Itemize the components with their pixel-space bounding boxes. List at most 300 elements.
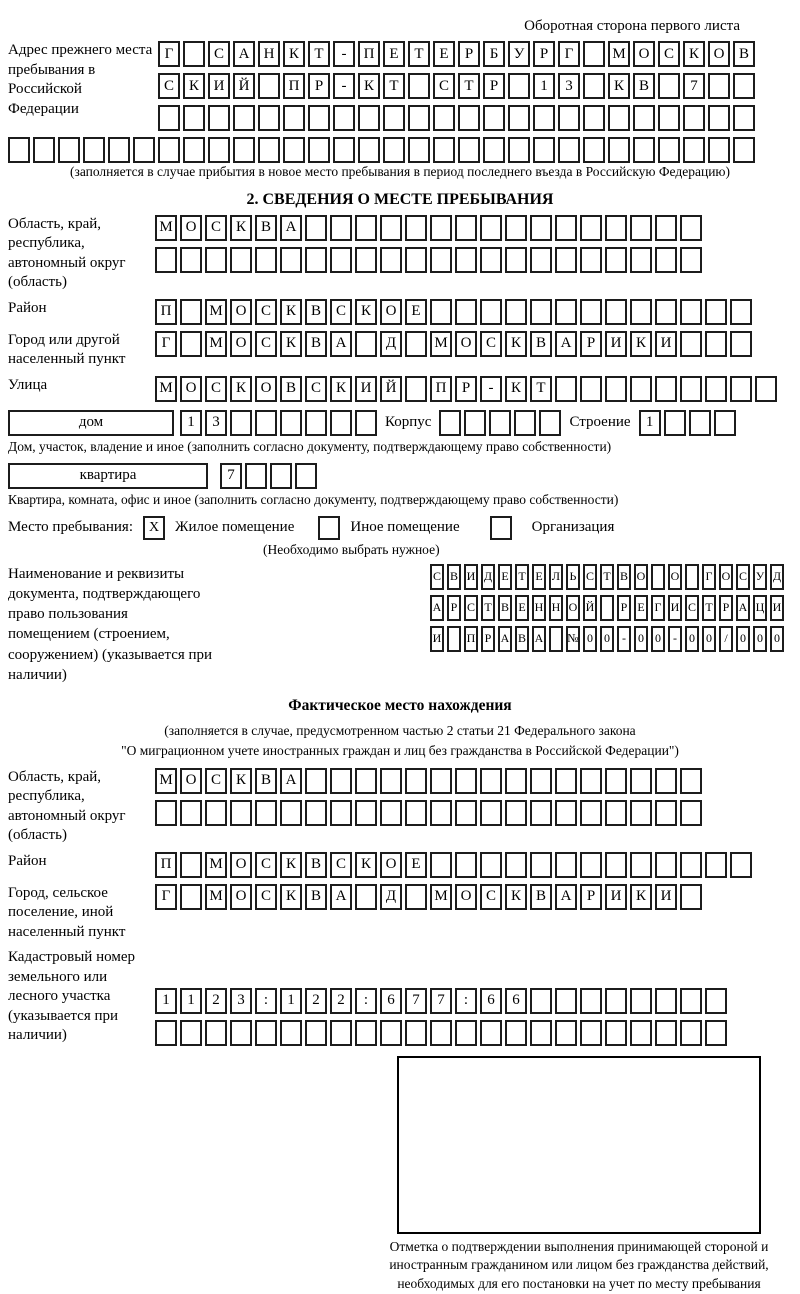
char-box[interactable]: Р — [447, 595, 461, 621]
char-box[interactable]: 2 — [305, 988, 327, 1014]
char-box[interactable]: В — [498, 595, 512, 621]
char-box[interactable]: Т — [308, 41, 330, 67]
char-box[interactable]: С — [480, 884, 502, 910]
char-box[interactable]: Т — [702, 595, 716, 621]
char-box[interactable] — [355, 215, 377, 241]
char-box[interactable]: П — [430, 376, 452, 402]
char-box[interactable]: В — [305, 331, 327, 357]
char-box[interactable] — [583, 137, 605, 163]
char-box[interactable] — [180, 331, 202, 357]
char-box[interactable]: Р — [481, 626, 495, 652]
char-box[interactable]: - — [480, 376, 502, 402]
char-box[interactable] — [295, 463, 317, 489]
char-box[interactable] — [630, 215, 652, 241]
char-box[interactable] — [455, 215, 477, 241]
char-box[interactable]: О — [668, 564, 682, 590]
char-box[interactable] — [33, 137, 55, 163]
char-box[interactable] — [255, 410, 277, 436]
street-row[interactable] — [155, 376, 777, 402]
doc-row-3[interactable] — [430, 626, 784, 652]
char-box[interactable] — [680, 299, 702, 325]
char-box[interactable]: В — [305, 884, 327, 910]
char-box[interactable]: М — [205, 884, 227, 910]
char-box[interactable]: И — [668, 595, 682, 621]
char-box[interactable]: Г — [155, 884, 177, 910]
char-box[interactable]: И — [605, 884, 627, 910]
char-box[interactable]: Р — [308, 73, 330, 99]
char-box[interactable]: С — [430, 564, 444, 590]
char-box[interactable] — [158, 105, 180, 131]
char-box[interactable] — [483, 105, 505, 131]
char-box[interactable] — [330, 410, 352, 436]
char-box[interactable] — [155, 800, 177, 826]
char-box[interactable]: 0 — [702, 626, 716, 652]
char-box[interactable] — [480, 768, 502, 794]
char-box[interactable] — [180, 800, 202, 826]
char-box[interactable]: Ц — [753, 595, 767, 621]
char-box[interactable] — [430, 1020, 452, 1046]
char-box[interactable]: 3 — [230, 988, 252, 1014]
char-box[interactable]: О — [230, 884, 252, 910]
char-box[interactable]: Р — [533, 41, 555, 67]
char-box[interactable]: О — [455, 331, 477, 357]
char-box[interactable]: 7 — [430, 988, 452, 1014]
char-box[interactable] — [280, 800, 302, 826]
char-box[interactable] — [355, 410, 377, 436]
char-box[interactable] — [605, 768, 627, 794]
char-box[interactable]: С — [255, 331, 277, 357]
char-box[interactable]: 1 — [533, 73, 555, 99]
char-box[interactable]: К — [230, 215, 252, 241]
char-box[interactable]: М — [155, 376, 177, 402]
char-box[interactable] — [383, 137, 405, 163]
char-box[interactable] — [205, 247, 227, 273]
char-box[interactable] — [655, 1020, 677, 1046]
char-box[interactable] — [705, 299, 727, 325]
char-box[interactable] — [580, 1020, 602, 1046]
char-box[interactable] — [508, 73, 530, 99]
checkbox-organization[interactable] — [490, 516, 512, 540]
char-box[interactable] — [455, 800, 477, 826]
char-box[interactable] — [705, 1020, 727, 1046]
char-box[interactable]: О — [180, 376, 202, 402]
char-box[interactable] — [630, 299, 652, 325]
char-box[interactable]: С — [736, 564, 750, 590]
char-box[interactable] — [283, 137, 305, 163]
char-box[interactable] — [555, 376, 577, 402]
char-box[interactable] — [580, 299, 602, 325]
char-box[interactable]: Т — [408, 41, 430, 67]
char-box[interactable]: В — [617, 564, 631, 590]
char-box[interactable]: 7 — [405, 988, 427, 1014]
cadastre-row-1[interactable] — [155, 988, 727, 1014]
char-box[interactable]: Н — [532, 595, 546, 621]
char-box[interactable] — [605, 299, 627, 325]
char-box[interactable] — [480, 800, 502, 826]
actual-city-row[interactable] — [155, 884, 702, 943]
district-row[interactable] — [155, 299, 752, 325]
char-box[interactable] — [380, 768, 402, 794]
char-box[interactable]: О — [380, 299, 402, 325]
char-box[interactable]: О — [255, 376, 277, 402]
char-box[interactable]: - — [333, 41, 355, 67]
char-box[interactable]: 1 — [180, 410, 202, 436]
char-box[interactable] — [555, 1020, 577, 1046]
char-box[interactable]: К — [230, 376, 252, 402]
char-box[interactable]: Т — [515, 564, 529, 590]
char-box[interactable] — [655, 299, 677, 325]
char-box[interactable] — [380, 247, 402, 273]
char-box[interactable] — [405, 331, 427, 357]
char-box[interactable] — [480, 299, 502, 325]
char-box[interactable] — [633, 105, 655, 131]
char-box[interactable]: Р — [580, 884, 602, 910]
char-box[interactable]: К — [280, 299, 302, 325]
char-box[interactable]: 6 — [480, 988, 502, 1014]
char-box[interactable] — [155, 1020, 177, 1046]
char-box[interactable] — [355, 1020, 377, 1046]
char-box[interactable]: М — [430, 884, 452, 910]
char-box[interactable] — [430, 852, 452, 878]
char-box[interactable]: Е — [383, 41, 405, 67]
char-box[interactable]: 0 — [600, 626, 614, 652]
char-box[interactable]: 7 — [220, 463, 242, 489]
char-box[interactable] — [447, 626, 461, 652]
char-box[interactable]: М — [205, 299, 227, 325]
char-box[interactable] — [733, 105, 755, 131]
char-box[interactable]: Р — [719, 595, 733, 621]
char-box[interactable] — [505, 299, 527, 325]
char-box[interactable]: Е — [498, 564, 512, 590]
char-box[interactable]: В — [305, 852, 327, 878]
char-box[interactable] — [680, 988, 702, 1014]
char-box[interactable] — [480, 1020, 502, 1046]
char-box[interactable] — [655, 800, 677, 826]
char-box[interactable]: Д — [380, 331, 402, 357]
char-box[interactable] — [455, 247, 477, 273]
char-box[interactable] — [705, 376, 727, 402]
char-box[interactable] — [305, 215, 327, 241]
char-box[interactable]: О — [455, 884, 477, 910]
char-box[interactable]: К — [505, 331, 527, 357]
char-box[interactable] — [680, 768, 702, 794]
char-box[interactable]: С — [330, 852, 352, 878]
char-box[interactable]: Р — [617, 595, 631, 621]
char-box[interactable] — [280, 410, 302, 436]
char-box[interactable]: 6 — [380, 988, 402, 1014]
char-box[interactable]: С — [205, 215, 227, 241]
char-box[interactable] — [464, 410, 486, 436]
char-box[interactable] — [233, 137, 255, 163]
char-box[interactable] — [630, 247, 652, 273]
char-box[interactable] — [655, 215, 677, 241]
char-box[interactable] — [755, 376, 777, 402]
char-box[interactable] — [405, 768, 427, 794]
char-box[interactable] — [664, 410, 686, 436]
char-box[interactable] — [355, 884, 377, 910]
char-box[interactable] — [355, 768, 377, 794]
char-box[interactable]: К — [630, 884, 652, 910]
char-box[interactable] — [530, 1020, 552, 1046]
char-box[interactable] — [580, 247, 602, 273]
char-box[interactable] — [430, 215, 452, 241]
char-box[interactable]: К — [683, 41, 705, 67]
char-box[interactable]: Р — [580, 331, 602, 357]
char-box[interactable] — [600, 595, 614, 621]
char-box[interactable]: К — [358, 73, 380, 99]
char-box[interactable] — [180, 884, 202, 910]
char-box[interactable]: С — [255, 884, 277, 910]
char-box[interactable] — [380, 215, 402, 241]
char-box[interactable] — [630, 800, 652, 826]
char-box[interactable] — [233, 105, 255, 131]
char-box[interactable] — [630, 768, 652, 794]
char-box[interactable]: А — [555, 884, 577, 910]
char-box[interactable] — [580, 852, 602, 878]
char-box[interactable]: В — [280, 376, 302, 402]
char-box[interactable] — [555, 247, 577, 273]
char-box[interactable]: 1 — [155, 988, 177, 1014]
char-box[interactable] — [683, 137, 705, 163]
char-box[interactable] — [714, 410, 736, 436]
char-box[interactable]: С — [255, 852, 277, 878]
char-box[interactable]: К — [230, 768, 252, 794]
char-box[interactable]: А — [555, 331, 577, 357]
checkbox-dwelling[interactable]: X — [143, 516, 165, 540]
char-box[interactable]: А — [330, 331, 352, 357]
char-box[interactable] — [530, 299, 552, 325]
char-box[interactable]: И — [655, 884, 677, 910]
char-box[interactable]: К — [280, 331, 302, 357]
char-box[interactable] — [580, 800, 602, 826]
char-box[interactable] — [258, 137, 280, 163]
char-box[interactable] — [580, 215, 602, 241]
char-box[interactable] — [505, 247, 527, 273]
char-box[interactable] — [580, 768, 602, 794]
char-box[interactable] — [605, 247, 627, 273]
char-box[interactable] — [733, 137, 755, 163]
actual-region-row-2[interactable] — [155, 800, 702, 826]
char-box[interactable] — [358, 137, 380, 163]
char-box[interactable] — [458, 105, 480, 131]
char-box[interactable] — [380, 800, 402, 826]
prev-address-row-1[interactable] — [158, 41, 755, 67]
char-box[interactable]: Е — [532, 564, 546, 590]
char-box[interactable] — [308, 105, 330, 131]
char-box[interactable] — [305, 247, 327, 273]
char-box[interactable] — [383, 105, 405, 131]
char-box[interactable] — [680, 376, 702, 402]
house-number-row[interactable] — [180, 410, 377, 436]
char-box[interactable] — [439, 410, 461, 436]
char-box[interactable] — [333, 105, 355, 131]
char-box[interactable] — [505, 1020, 527, 1046]
char-box[interactable] — [708, 73, 730, 99]
char-box[interactable]: П — [155, 852, 177, 878]
char-box[interactable] — [205, 1020, 227, 1046]
char-box[interactable]: И — [464, 564, 478, 590]
char-box[interactable] — [280, 1020, 302, 1046]
char-box[interactable] — [208, 137, 230, 163]
char-box[interactable] — [255, 1020, 277, 1046]
char-box[interactable]: О — [719, 564, 733, 590]
char-box[interactable] — [430, 768, 452, 794]
char-box[interactable]: Р — [455, 376, 477, 402]
char-box[interactable] — [333, 137, 355, 163]
char-box[interactable]: К — [280, 852, 302, 878]
apartment-number-row[interactable] — [220, 463, 317, 489]
char-box[interactable] — [708, 137, 730, 163]
char-box[interactable] — [651, 564, 665, 590]
char-box[interactable]: К — [630, 331, 652, 357]
char-box[interactable] — [480, 247, 502, 273]
char-box[interactable]: К — [330, 376, 352, 402]
char-box[interactable]: Й — [583, 595, 597, 621]
char-box[interactable]: И — [770, 595, 784, 621]
char-box[interactable]: У — [753, 564, 767, 590]
char-box[interactable]: Е — [515, 595, 529, 621]
char-box[interactable]: Ь — [566, 564, 580, 590]
char-box[interactable]: Й — [233, 73, 255, 99]
char-box[interactable]: 3 — [205, 410, 227, 436]
char-box[interactable] — [355, 247, 377, 273]
char-box[interactable] — [558, 105, 580, 131]
char-box[interactable] — [155, 247, 177, 273]
char-box[interactable]: Е — [405, 852, 427, 878]
char-box[interactable] — [258, 105, 280, 131]
char-box[interactable]: С — [583, 564, 597, 590]
char-box[interactable]: М — [205, 852, 227, 878]
char-box[interactable] — [430, 247, 452, 273]
char-box[interactable]: П — [358, 41, 380, 67]
char-box[interactable]: А — [330, 884, 352, 910]
char-box[interactable] — [230, 410, 252, 436]
char-box[interactable]: А — [532, 626, 546, 652]
char-box[interactable]: В — [733, 41, 755, 67]
prev-address-row-4[interactable] — [8, 137, 792, 163]
char-box[interactable]: С — [305, 376, 327, 402]
char-box[interactable] — [355, 331, 377, 357]
char-box[interactable]: М — [608, 41, 630, 67]
char-box[interactable]: М — [205, 331, 227, 357]
char-box[interactable]: Г — [558, 41, 580, 67]
char-box[interactable]: И — [605, 331, 627, 357]
char-box[interactable] — [255, 800, 277, 826]
char-box[interactable]: К — [505, 376, 527, 402]
char-box[interactable]: О — [180, 215, 202, 241]
char-box[interactable] — [608, 105, 630, 131]
char-box[interactable] — [455, 852, 477, 878]
char-box[interactable]: И — [355, 376, 377, 402]
char-box[interactable] — [183, 41, 205, 67]
char-box[interactable]: - — [333, 73, 355, 99]
char-box[interactable] — [133, 137, 155, 163]
char-box[interactable] — [489, 410, 511, 436]
char-box[interactable]: Й — [380, 376, 402, 402]
char-box[interactable] — [605, 800, 627, 826]
char-box[interactable] — [555, 852, 577, 878]
char-box[interactable] — [305, 1020, 327, 1046]
char-box[interactable] — [330, 215, 352, 241]
char-box[interactable]: Р — [458, 41, 480, 67]
char-box[interactable]: 0 — [651, 626, 665, 652]
char-box[interactable] — [208, 105, 230, 131]
char-box[interactable] — [305, 768, 327, 794]
char-box[interactable] — [305, 410, 327, 436]
char-box[interactable] — [505, 800, 527, 826]
char-box[interactable] — [680, 884, 702, 910]
char-box[interactable] — [183, 137, 205, 163]
char-box[interactable] — [405, 800, 427, 826]
char-box[interactable]: - — [668, 626, 682, 652]
char-box[interactable]: Е — [405, 299, 427, 325]
char-box[interactable]: М — [430, 331, 452, 357]
char-box[interactable] — [408, 105, 430, 131]
char-box[interactable] — [180, 247, 202, 273]
char-box[interactable]: Д — [770, 564, 784, 590]
char-box[interactable]: С — [685, 595, 699, 621]
char-box[interactable] — [730, 299, 752, 325]
char-box[interactable]: 0 — [770, 626, 784, 652]
char-box[interactable]: А — [430, 595, 444, 621]
char-box[interactable] — [408, 73, 430, 99]
char-box[interactable]: 2 — [330, 988, 352, 1014]
char-box[interactable] — [580, 988, 602, 1014]
char-box[interactable] — [680, 331, 702, 357]
char-box[interactable]: : — [455, 988, 477, 1014]
char-box[interactable] — [680, 852, 702, 878]
char-box[interactable] — [533, 105, 555, 131]
char-box[interactable]: Н — [258, 41, 280, 67]
char-box[interactable]: 0 — [753, 626, 767, 652]
char-box[interactable]: С — [205, 376, 227, 402]
char-box[interactable] — [680, 1020, 702, 1046]
char-box[interactable]: О — [230, 331, 252, 357]
char-box[interactable] — [480, 215, 502, 241]
char-box[interactable] — [708, 105, 730, 131]
char-box[interactable] — [605, 852, 627, 878]
actual-region-row-1[interactable] — [155, 768, 702, 794]
char-box[interactable] — [158, 137, 180, 163]
char-box[interactable] — [555, 988, 577, 1014]
char-box[interactable] — [230, 800, 252, 826]
char-box[interactable]: В — [633, 73, 655, 99]
char-box[interactable] — [58, 137, 80, 163]
char-box[interactable]: А — [233, 41, 255, 67]
char-box[interactable] — [245, 463, 267, 489]
char-box[interactable] — [330, 247, 352, 273]
char-box[interactable] — [455, 299, 477, 325]
char-box[interactable]: И — [208, 73, 230, 99]
char-box[interactable] — [455, 768, 477, 794]
char-box[interactable]: 7 — [683, 73, 705, 99]
char-box[interactable]: К — [355, 299, 377, 325]
char-box[interactable]: Г — [651, 595, 665, 621]
doc-row-1[interactable] — [430, 564, 784, 590]
char-box[interactable] — [308, 137, 330, 163]
char-box[interactable]: 0 — [583, 626, 597, 652]
char-box[interactable] — [505, 852, 527, 878]
char-box[interactable] — [530, 215, 552, 241]
actual-district-row[interactable] — [155, 852, 752, 878]
char-box[interactable] — [430, 800, 452, 826]
cadastre-row-2[interactable] — [155, 1020, 727, 1046]
char-box[interactable] — [630, 1020, 652, 1046]
char-box[interactable] — [558, 137, 580, 163]
char-box[interactable] — [430, 299, 452, 325]
char-box[interactable]: С — [205, 768, 227, 794]
char-box[interactable]: О — [708, 41, 730, 67]
